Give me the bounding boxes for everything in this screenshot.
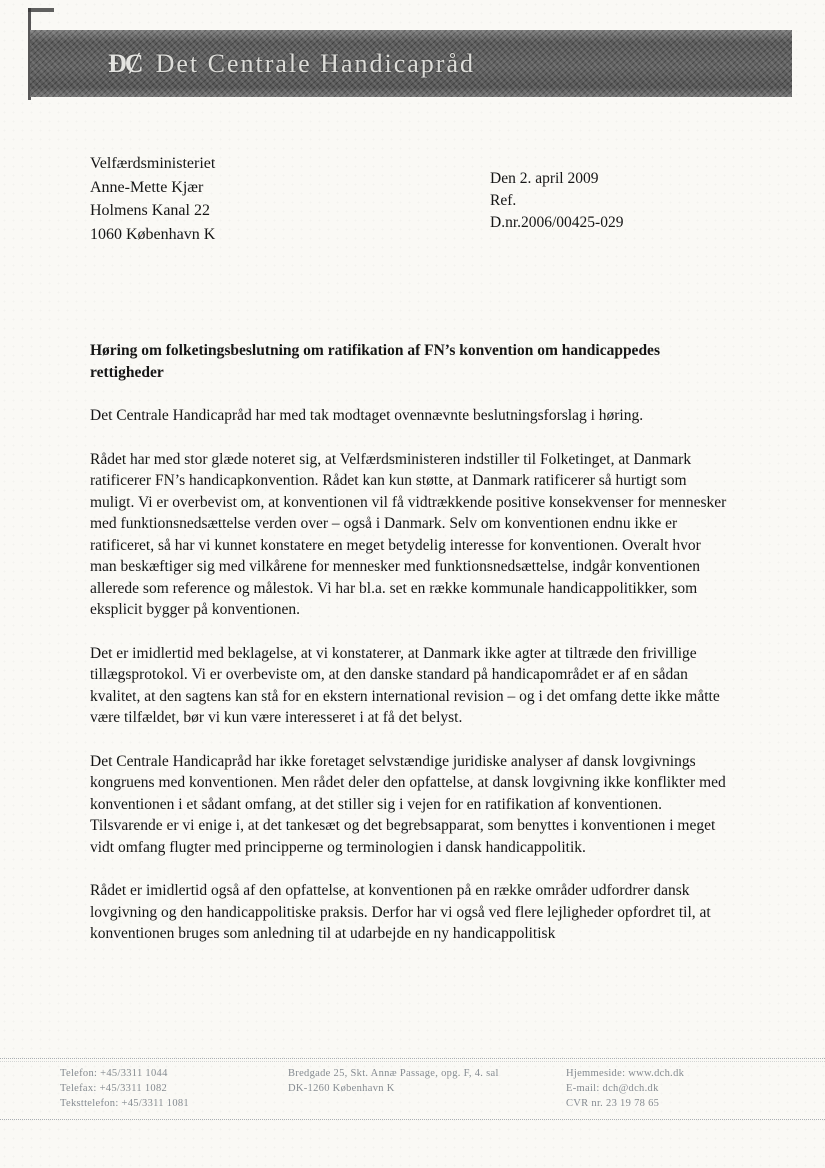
- footer-fax: Telefax: +45/3311 1082: [60, 1083, 168, 1094]
- letter-date: Den 2. april 2009: [490, 170, 599, 187]
- footer-address-column: [288, 1066, 499, 1096]
- paragraph: Rådet har med stor glæde noteret sig, at Velfærdsministeren indstiller til Folketinget, at Danmark ratificerer FN’s handicapkonvention. Rådet kan kun støtte, at Danmark ratificerer så hurtigt som muligt. Vi er overbevist om, at konventionen vil få vidtrækkende positive konsekvenser for mennesker med funktionsnedsættelse verden over – også i Danmark. Selv om konventionen endnu ikke er ratificeret, så har vi kunnet konstatere en meget betydelig interesse for konventionen. Overalt hvor man beskæftiger sig med vilkårene for mennesker med funktionsnedsættelse, indgår konventionen allerede som reference og målestok. Vi har bl.a. set en række kommunale handicappolitikker, som eksplicit bygger på konventionen.: [90, 450, 727, 618]
- scan-artifact-corner: [28, 8, 54, 12]
- paragraph: Det Centrale Handicapråd har ikke foretaget selvstændige juridiske analyser af dansk lovgivnings kongruens med konventionen. Men rådet deler den opfattelse, at dansk lovgivning ikke konflikter med konventionen i et sådant omfang, at det stiller sig i vejen for en ratifikation af konventionen. Tilsvarende er vi enige i, at det tankesæt og det begrebsapparat, som benyttes i konventionen i meget vidt omfang flugter med principperne og terminologien i dansk handicappolitik.: [90, 752, 726, 856]
- recipient-line: Anne-Mette Kjær: [90, 178, 204, 196]
- recipient-address-block: [90, 152, 215, 246]
- recipient-line: 1060 København K: [90, 225, 216, 243]
- footer-contact-column: [60, 1066, 189, 1111]
- letter-meta-block: [490, 168, 623, 234]
- subject-line: Høring om folketingsbeslutning om ratifikation af FN’s konvention om handicappedes rettigheder: [90, 342, 660, 381]
- paragraph: Det er imidlertid med beklagelse, at vi konstaterer, at Danmark ikke agter at tiltræde den frivillige tillægsprotokol. Vi er overbeviste om, at den danske standard på handicapområdet er af en sådan kvalitet, at den sagtens kan stå for en ekstern international revision – og i det omfang dette ikke måtte være tilfældet, bør vi kun være interesseret i at få det belyst.: [90, 644, 720, 726]
- organization-name: Det Centrale Handicapråd: [155, 48, 475, 78]
- dch-logo-icon: ĐȻ: [108, 48, 142, 78]
- reference-label: Ref.: [490, 192, 517, 209]
- recipient-line: Holmens Kanal 22: [90, 202, 210, 219]
- footer-website: Hjemmeside: www.dch.dk: [566, 1068, 685, 1079]
- footer-street-address: Bredgade 25, Skt. Annæ Passage, opg. F, 4. sal: [288, 1068, 499, 1079]
- recipient-line: Velfærdsministeriet: [90, 155, 216, 172]
- footer-texttelephone: Teksttelefon: +45/3311 1081: [60, 1098, 189, 1109]
- footer-cvr: CVR nr. 23 19 78 65: [566, 1098, 660, 1109]
- footer-web-column: [566, 1066, 684, 1111]
- paragraph: Det Centrale Handicapråd har med tak modtaget ovennævnte beslutningsforslag i høring.: [90, 407, 644, 424]
- journal-number: D.nr.2006/00425-029: [490, 214, 624, 231]
- letter-footer: [0, 1058, 825, 1120]
- footer-city: DK-1260 København K: [288, 1083, 395, 1094]
- letter-body: [90, 340, 728, 967]
- paragraph: Rådet er imidlertid også af den opfattelse, at konventionen på en række områder udfordrer dansk lovgivning og den handicappolitiske praksis. Derfor har vi også ved flere lejligheder opfordret til, at konventionen bruges som anledning til at udarbejde en ny handicappolitisk: [90, 882, 711, 942]
- footer-phone: Telefon: +45/3311 1044: [60, 1068, 168, 1079]
- footer-email: E-mail: dch@dch.dk: [566, 1083, 659, 1094]
- letterhead-band: [30, 30, 792, 97]
